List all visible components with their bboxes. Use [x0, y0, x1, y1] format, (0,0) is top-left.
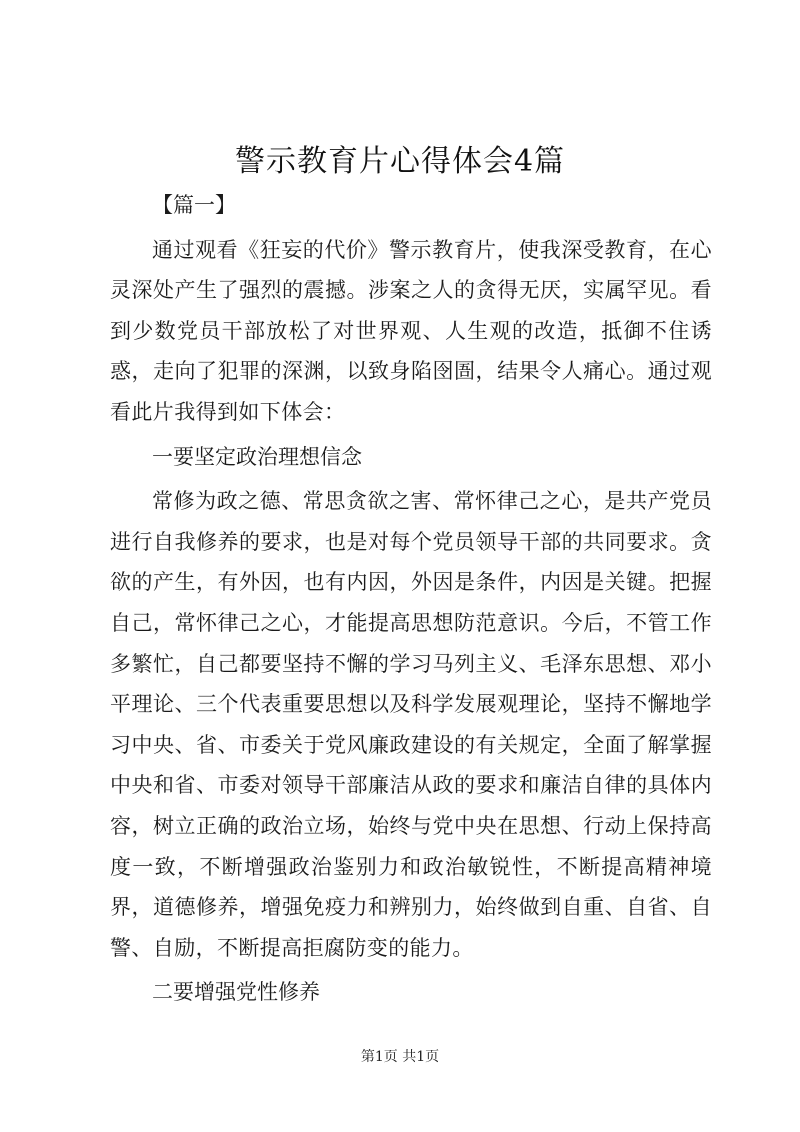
paragraph-point-1: 常修为政之德、常思贪欲之害、常怀律己之心，是共产党员进行自我修养的要求，也是对每个党员领导干部的共同要求。贪欲的产生，有外因，也有内因，外因是条件，内因是关键。把握自己，常怀律己之心，才能提高思想防范意识。今后，不管工作多繁忙，自己都要坚持不懈的学习马列主义、毛泽东思想、邓小平理论、三个代表重要思想以及科学发展观理论，坚持不懈地学习中央、省、市委关于党风廉政建设的有关规定，全面了解掌握中央和省、市委对领导干部廉洁从政的要求和廉洁自律的具体内容，树立正确的政治立场，始终与党中央在思想、行动上保持高度一致，不断增强政治鉴别力和政治敏锐性，不断提高精神境界，道德修养，增强免疫力和辨别力，始终做到自重、自省、自警、自励，不断提高拒腐防变的能力。 — [110, 489, 712, 960]
paragraph-intro: 通过观看《狂妄的代价》警示教育片，使我深受教育，在心灵深处产生了强烈的震撼。涉案之人的贪得无厌，实属罕见。看到少数党员干部放松了对世界观、人生观的改造，抵御不住诱惑，走向了犯罪的深渊，以致身陷囹圄，结果令人痛心。通过观看此片我得到如下体会： — [110, 237, 712, 424]
document-body — [110, 185, 712, 1013]
point-heading-1: 一要坚定政治理想信念 — [152, 444, 362, 469]
document-title: 警示教育片心得体会4篇 — [234, 144, 566, 179]
page-footer: 第1页 共1页 — [360, 1049, 440, 1065]
point-heading-2: 二要增强党性修养 — [152, 980, 320, 1005]
section-label: 【篇一】 — [152, 193, 236, 217]
